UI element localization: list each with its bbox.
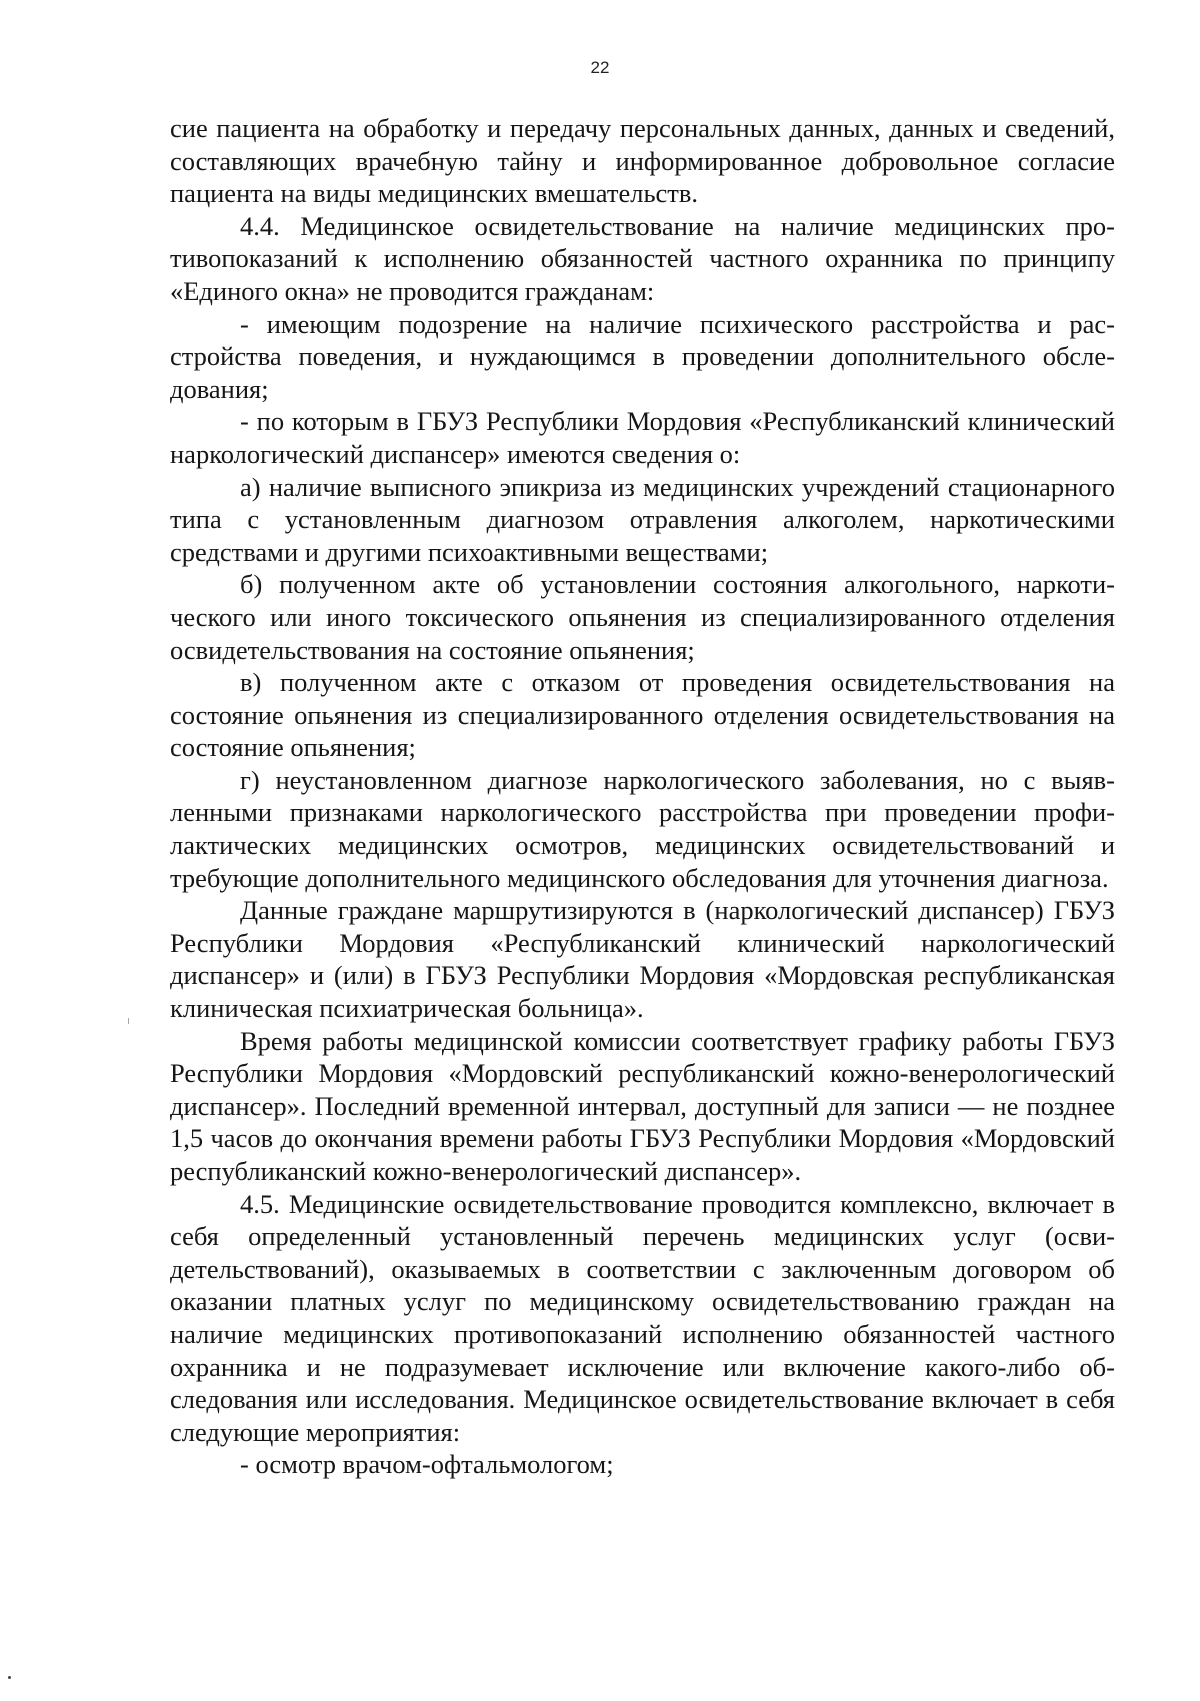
subitem-b: б) полученном акте об установлении состояния алкогольного, наркотического или иного токсического опьянения из специализированного отделения освидетельствования на состояние опьянения; [170,569,1115,665]
subitem-v: в) полученном акте с отказом от проведения освидетельствования на состояние опьянения из специализированного отделения освидетельствования на состояние опьянения; [170,667,1115,763]
paragraph-consent-continuation: сие пациента на обработку и передачу персональных данных, данных и сведений, составляющих врачебную тайну и информированное добровольное согласие пациента на виды медицинских вмешательств. [170,113,1115,209]
paragraph-working-hours: Время работы медицинской комиссии соответствует графику работы ГБУЗ Республики Мордовия «Мордовский республиканский кожно-венерологический диспансер». Последний временной интервал, доступный для записи — не позднее 1,5 часов до окончания времени работы ГБУЗ Республики Мордовия «Мордовский республиканский кожно-венерологический диспансер». [170,1025,1115,1186]
paragraph-4-4: 4.4. Медицинское освидетельствование на наличие медицинских противопоказаний к исполнению обязанностей частного охранника по принципу «Единого окна» не проводится гражданам: [170,210,1115,306]
list-item-mental-disorder: - имеющим подозрение на наличие психического расстройства и расстройства поведения, и нуждающимся в проведении дополнительного обследования; [170,308,1115,404]
paragraph-routing: Данные граждане маршрутизируются в (наркологический диспансер) ГБУЗ Республики Мордовия «Республиканский клинический наркологический диспансер» и (или) в ГБУЗ Республики Мордовия «Мордовская республиканская клиническая психиатрическая больница». [170,895,1115,1024]
list-item-ophthalmologist: - осмотр врачом-офтальмологом; [240,1449,614,1480]
subitem-a: а) наличие выписного эпикриза из медицинских учреждений стационарного типа с установленным диагнозом отравления алкоголем, наркотическими средствами и другими психоактивными веществами; [170,471,1115,567]
scan-artifact-mark [128,1018,129,1024]
page-number: 22 [590,58,610,77]
paragraph-4-5: 4.5. Медицинские освидетельствование проводится комплексно, включает в себя определенный установленный перечень медицинских услуг (освидетельствований), оказываемых в соответствии с заключенным договором об оказании платных услуг по медицинскому освидетельствованию граждан на наличие медицинских противопоказаний исполнению обязанностей частного охранника и не подразумевает исключение или включение какого-либо обследования или исследования. Медицинское освидетельствование включает в себя следующие мероприятия: [170,1188,1115,1447]
list-item-narcology-records: - по которым в ГБУЗ Республики Мордовия «Республиканский клинический наркологический диспансер» имеются сведения о: [170,406,1115,469]
document-body [170,112,1115,1481]
scan-artifact-dot [8,1676,11,1679]
subitem-g: г) неустановленном диагнозе наркологического заболевания, но с выявленными признаками наркологического расстройства при проведении профилактических медицинских осмотров, медицинских освидетельствований и требующие дополнительного медицинского обследования для уточнения диагноза. [170,764,1115,893]
